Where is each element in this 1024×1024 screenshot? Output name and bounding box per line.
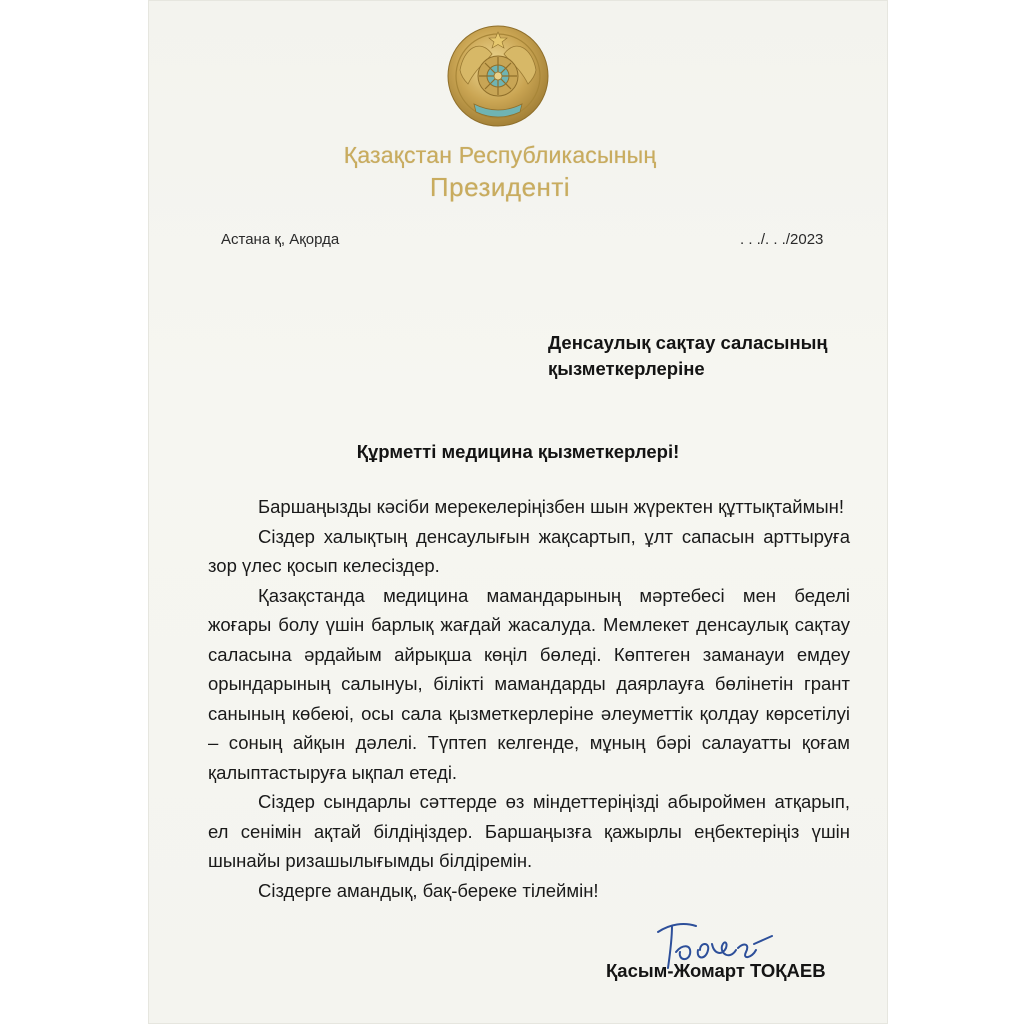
paragraph: Қазақстанда медицина мамандарының мәртебесі мен беделі жоғары болу үшін барлық жағдай жасалуда. Мемлекет денсаулық сақтау саласына әрдайым айрықша көңіл бөледі. Көптеген заманауи емдеу орындарының салынуы, білікті мамандарды даярлауға бөлінетін грант санының көбеюі, осы сала қызметкерлеріне әлеуметтік қолдау көрсетілуі – соның айқын дәлелі. Түптеп келгенде, мұның бәрі салауатты қоғам қалыптастыруға ықпал етеді.	[208, 584, 850, 783]
letterhead-title: Қазақстан Республикасының	[343, 142, 657, 168]
paragraph: Баршаңызды кәсіби мерекелеріңізбен шын жүректен құттықтаймын!	[258, 496, 845, 517]
paragraph: Сіздерге амандық, бақ-береке тілеймін!	[258, 879, 599, 901]
letter-body	[208, 492, 850, 905]
addressee-line-2: қызметкерлеріне	[548, 358, 705, 379]
letter-date: . . ./. . ./2023	[740, 231, 824, 248]
paragraph: Сіздер халықтың денсаулығын жақсартып, ұлт сапасын арттыруға зор үлес қосып келесіздер.	[208, 525, 850, 576]
salutation: Құрметті медицина қызметкерлері!	[356, 441, 680, 462]
signer-name: Қасым-Жомарт ТОҚАЕВ	[606, 960, 826, 981]
paragraph: Сіздер сындарлы сәттерде өз міндеттеріңізді абыроймен атқарып, ел сенімін ақтай білдіңіздер. Баршаңызға қажырлы еңбектеріңіз үшін шынайы ризашылығымды білдіремін.	[208, 791, 850, 871]
letter-place: Астана қ, Ақорда	[221, 231, 340, 248]
addressee-line-1: Денсаулық сақтау саласының	[548, 332, 828, 353]
addressee-block	[548, 330, 828, 382]
letterhead-subtitle: Президенті	[429, 172, 571, 202]
state-emblem-icon	[446, 24, 550, 128]
